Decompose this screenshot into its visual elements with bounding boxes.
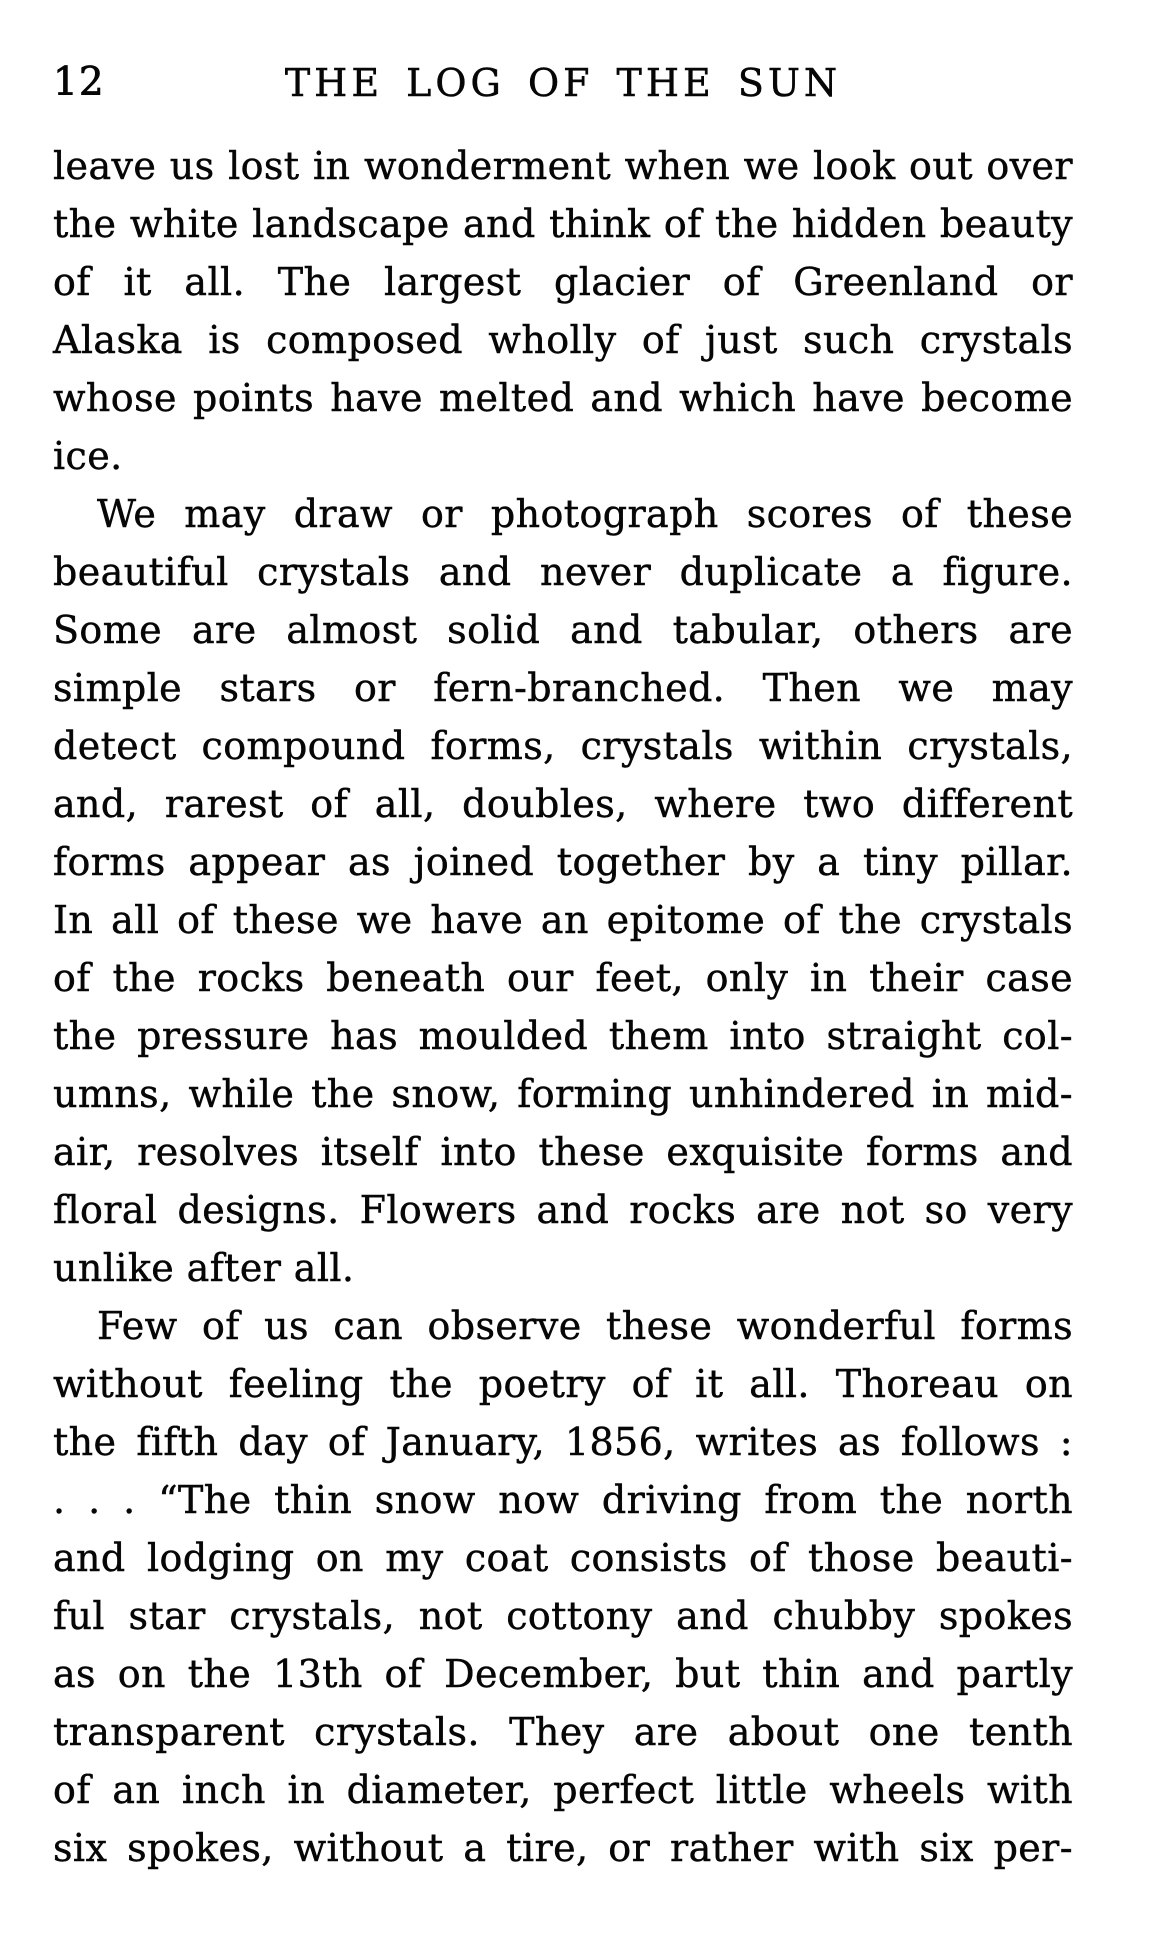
text-line: without feeling the poetry of it all. Thoreau on	[53, 1362, 1073, 1406]
text-line: In all of these we have an epitome of the crystals	[53, 898, 1073, 942]
text-line: ful star crystals, not cottony and chubby spokes	[53, 1594, 1073, 1638]
text-line: of an inch in diameter, perfect little wheels with	[53, 1768, 1073, 1812]
text-line: air, resolves itself into these exquisite forms and	[53, 1130, 1073, 1174]
text-line: and, rarest of all, doubles, where two different	[53, 782, 1073, 826]
running-header-title: THE LOG OF THE SUN	[284, 61, 842, 105]
page-body-text	[53, 137, 1073, 1877]
text-line: beautiful crystals and never duplicate a figure.	[53, 550, 1073, 594]
text-line: the pressure has moulded them into straight col-	[53, 1014, 1073, 1058]
text-line: the fifth day of January, 1856, writes as follows :	[53, 1420, 1073, 1464]
text-line: Some are almost solid and tabular, others are	[53, 608, 1073, 652]
running-header	[53, 58, 1073, 108]
text-line: and lodging on my coat consists of those beauti-	[53, 1536, 1073, 1580]
text-line: . . . “The thin snow now driving from the north	[53, 1478, 1073, 1522]
text-line: unlike after all.	[53, 1246, 355, 1290]
text-line: as on the 13th of December, but thin and partly	[53, 1652, 1073, 1696]
page-number: 12	[53, 60, 105, 105]
text-line: Alaska is composed wholly of just such crystals	[53, 318, 1073, 362]
text-line: of the rocks beneath our feet, only in their case	[53, 956, 1073, 1000]
text-line: leave us lost in wonderment when we look out over	[53, 144, 1073, 188]
text-line: simple stars or fern-branched. Then we may	[53, 666, 1073, 710]
text-line: Few of us can observe these wonderful forms	[97, 1304, 1073, 1348]
text-line: detect compound forms, crystals within crystals,	[53, 724, 1073, 768]
text-line: transparent crystals. They are about one tenth	[53, 1710, 1073, 1754]
text-line: six spokes, without a tire, or rather with six per-	[53, 1826, 1073, 1870]
text-line: ice.	[53, 434, 123, 478]
text-line: umns, while the snow, forming unhindered in mid-	[53, 1072, 1073, 1116]
text-line: We may draw or photograph scores of these	[97, 492, 1073, 536]
text-line: whose points have melted and which have become	[53, 376, 1073, 420]
text-line: forms appear as joined together by a tiny pillar.	[53, 840, 1073, 884]
text-line: floral designs. Flowers and rocks are not so very	[53, 1188, 1073, 1232]
text-line: of it all. The largest glacier of Greenland or	[53, 260, 1073, 304]
text-line: the white landscape and think of the hidden beauty	[53, 202, 1073, 246]
